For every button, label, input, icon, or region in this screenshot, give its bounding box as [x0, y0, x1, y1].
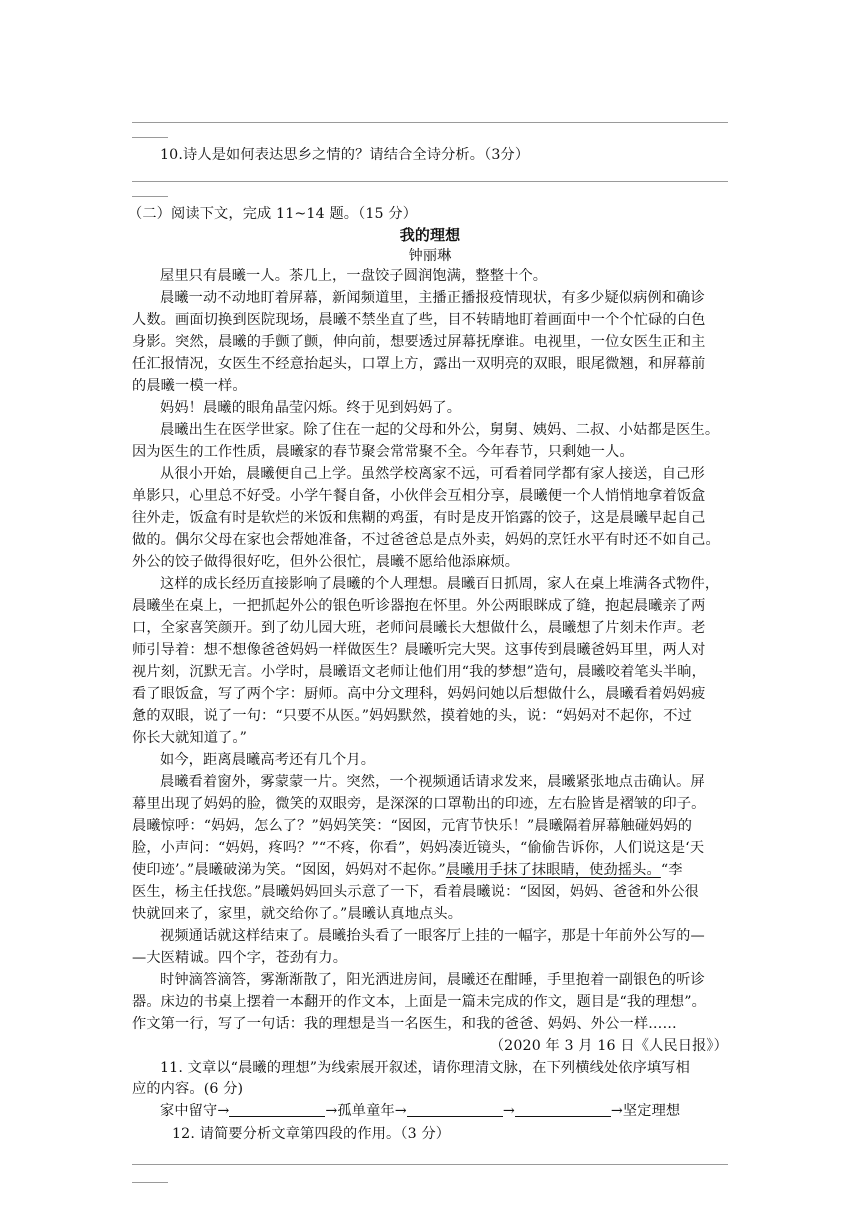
article-line: 做的。偶尔父母在家也会帮她准备，不过爸爸总是点外卖，妈妈的烹饪水平有时还不如自己。 — [132, 532, 720, 548]
article-line: 晨曦一动不动地盯着屏幕，新闻频道里，主播正播报疫情现状，有多少疑似病例和确诊 — [160, 290, 705, 306]
question-12: 12. 请简要分析文章第四段的作用。（3 分） — [172, 1126, 451, 1142]
article-line: 单影只，心里总不好受。小学午餐自备，小伙伴会互相分享，晨曦便一个人悄悄地拿着饭盒 — [132, 488, 706, 504]
answer-line — [132, 122, 728, 123]
article-line: 医生，杨主任找您。”晨曦妈妈回头示意了一下，看着晨曦说：“囡囡，妈妈、爸爸和外公很 — [132, 884, 699, 900]
answer-line-end — [132, 1182, 168, 1183]
question-11: 11. 文章以“晨曦的理想”为线索展开叙述，请你理清文脉，在下列横线处依序填写相 — [160, 1060, 690, 1076]
article-line: 幕里出现了妈妈的脸，微笑的双眼旁，是深深的口罩勒出的印迹，左右脸皆是褶皱的印子。 — [132, 796, 706, 812]
article-line: 晨曦惊呼：“妈妈，怎么了？”妈妈笑笑：“囡囡，元宵节快乐！”晨曦隔着屏幕触碰妈妈的 — [132, 818, 693, 834]
article-line: 作文第一行，写了一句话：我的理想是当一名医生，和我的爸爸、妈妈、外公一样…… — [132, 1016, 677, 1032]
question-11-flow — [160, 1101, 680, 1121]
article-line: 师引导着：想不想像爸爸妈妈一样做医生？晨曦听完大哭。这事传到晨曦爸妈耳里，两人对 — [132, 642, 706, 658]
answer-line-end — [132, 196, 168, 197]
article-line: 从很小开始，晨曦便自己上学。虽然学校离家不远，可看着同学都有家人接送，自己形 — [160, 466, 705, 482]
article-line: 人数。画面切换到医院现场，晨曦不禁坐直了些，目不转睛地盯着画面中一个个忙碌的白色 — [132, 312, 706, 328]
article-line: 时钟滴答滴答，雾渐渐散了，阳光洒进房间，晨曦还在酣睡，手里抱着一副银色的听诊 — [160, 972, 705, 988]
article-line: 晨曦看着窗外，雾蒙蒙一片。突然，一个视频通话请求发来，晨曦紧张地点击确认。屏 — [160, 774, 705, 790]
article-line: 脸，小声问：“妈妈，疼吗？”“不疼，你看”，妈妈凑近镜头，“偷偷告诉你，人们说这是‘天 — [132, 840, 705, 856]
article-line: 器。床边的书桌上摆着一本翻开的作文本，上面是一篇未完成的作文，题目是“我的理想”。 — [132, 994, 706, 1010]
article-line: 外公的饺子做得很好吃，但外公很忙，晨曦不愿给他添麻烦。 — [132, 554, 520, 570]
article-line: 惫的双眼，说了一句：“只要不从医。”妈妈默然，摸着她的头，说：“妈妈对不起你，不过 — [132, 708, 692, 724]
answer-line-end — [132, 137, 168, 138]
article-line: 屋里只有晨曦一人。茶几上，一盘饺子圆润饱满，整整十个。 — [160, 268, 548, 284]
article-source: （2020 年 3 月 16 日《人民日报》） — [489, 1038, 728, 1054]
article-line: —大医精诚。四个字，苍劲有力。 — [132, 950, 348, 966]
article-text: 使印迹’。”晨曦破涕为笑。“囡囡，妈妈对不起你。” — [132, 862, 446, 878]
article-line-mixed — [132, 860, 728, 880]
article-line: 晨曦出生在医学世家。除了住在一起的父母和外公，舅舅、姨妈、二叔、小姑都是医生。 — [160, 422, 720, 438]
article-line: 口，全家喜笑颜开。到了幼儿园大班，老师问晨曦长大想做什么，晨曦想了片刻未作声。老 — [132, 620, 706, 636]
flow-step: →坚定理想 — [610, 1103, 681, 1119]
article-line: 视频通话就这样结束了。晨曦抬头看了一眼客厅上挂的一幅字，那是十年前外公写的— — [160, 928, 705, 944]
flow-step: → — [502, 1103, 515, 1119]
answer-line — [132, 181, 728, 182]
article-line: 往外走，饭盒有时是软烂的米饭和焦糊的鸡蛋，有时是皮开馅露的饺子，这是晨曦早起自己 — [132, 510, 706, 526]
answer-blank-1[interactable] — [229, 1102, 325, 1117]
article-line: 晨曦坐在桌上，一把抓起外公的银色听诊器抱在怀里。外公两眼眯成了缝，抱起晨曦亲了两 — [132, 598, 706, 614]
flow-step: 家中留守→ — [160, 1103, 230, 1119]
article-title: 我的理想 — [399, 226, 461, 244]
underlined-sentence: 晨曦用手抹了抹眼睛，使劲摇头。 — [445, 862, 661, 878]
article-text: “李 — [660, 862, 683, 878]
section-header: （二）阅读下文，完成 11~14 题。（15 分） — [128, 206, 418, 222]
article-author: 钟丽琳 — [408, 248, 452, 264]
article-line: 因为医生的工作性质，晨曦家的春节聚会常常聚不全。今年春节，只剩她一人。 — [132, 444, 634, 460]
article-line: 这样的成长经历直接影响了晨曦的个人理想。晨曦百日抓周，家人在桌上堆满各式物件， — [160, 576, 720, 592]
article-line: 妈妈！晨曦的眼角晶莹闪烁。终于见到妈妈了。 — [160, 400, 462, 416]
question-10: 10.诗人是如何表达思乡之情的？请结合全诗分析。（3分） — [160, 147, 530, 163]
article-line: 快就回来了，家里，就交给你了。”晨曦认真地点头。 — [132, 906, 463, 922]
article-line: 看了眼饭盒，写了两个字：厨师。高中分文理科，妈妈问她以后想做什么，晨曦看着妈妈疲 — [132, 686, 706, 702]
article-line: 如今，距离晨曦高考还有几个月。 — [160, 752, 376, 768]
question-11-cont: 应的内容。(6 分) — [132, 1081, 244, 1097]
article-line: 视片刻，沉默无言。小学时，晨曦语文老师让他们用“我的梦想”造句，晨曦咬着笔头半晌， — [132, 664, 706, 680]
flow-step: →孤单童年→ — [325, 1103, 407, 1119]
answer-line[interactable] — [132, 1164, 728, 1165]
answer-blank-2[interactable] — [407, 1102, 503, 1117]
article-line: 你长大就知道了。” — [132, 730, 248, 746]
article-line: 身影。突然，晨曦的手颤了颤，伸向前，想要透过屏幕抚摩谁。电视里，一位女医生正和主 — [132, 334, 706, 350]
article-line: 任汇报情况，女医生不经意抬起头，口罩上方，露出一双明亮的双眼，眼尾微翘，和屏幕前 — [132, 356, 706, 372]
article-line: 的晨曦一模一样。 — [132, 378, 247, 394]
answer-blank-3[interactable] — [515, 1102, 611, 1117]
